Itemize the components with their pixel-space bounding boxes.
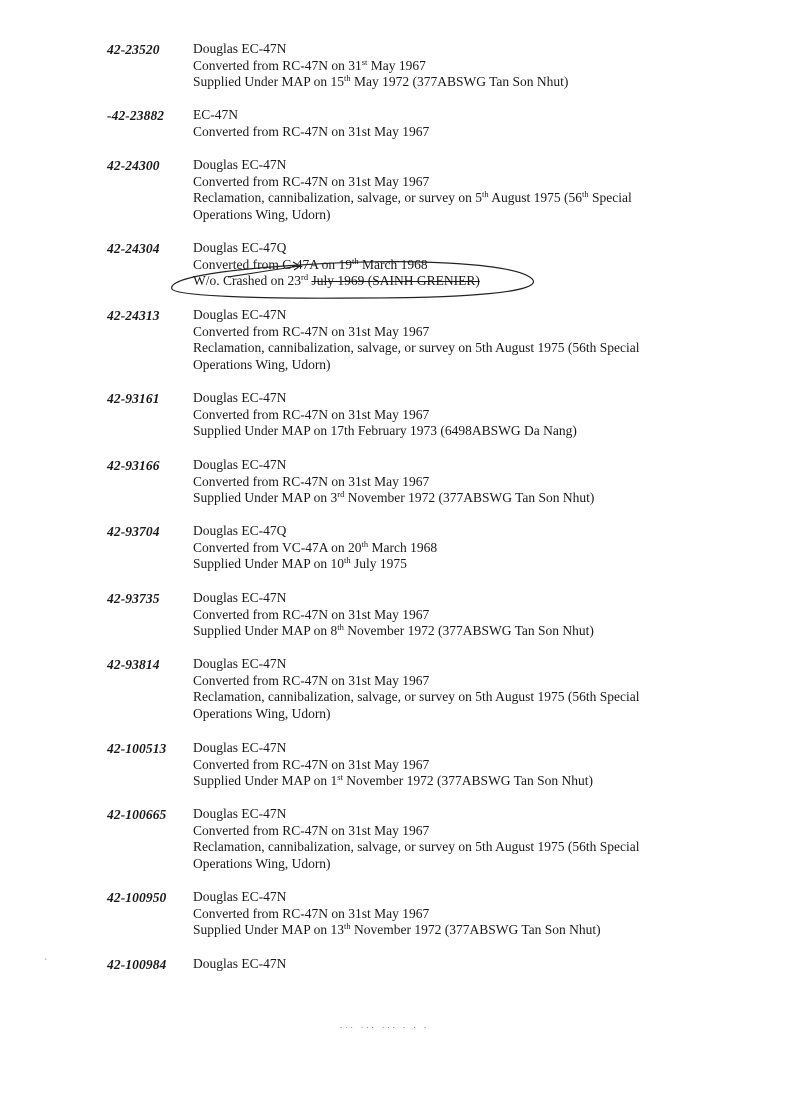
aircraft-type: Douglas EC-47N [193,307,287,322]
aircraft-type: Douglas EC-47N [193,41,287,56]
record-details [193,523,693,573]
aircraft-type: Douglas EC-47N [193,740,287,755]
serial-number: 42-93161 [107,391,160,406]
history-line: Reclamation, cannibalization, salvage, or survey on 5th August 1975 (56th Special [193,839,640,855]
history-line: Operations Wing, Udorn) [193,705,331,721]
ordinal-suffix: th [344,73,351,84]
aircraft-type: Douglas EC-47Q [193,240,287,255]
serial-number: 42-93166 [107,458,160,473]
history-line: Converted from VC-47A on 20th March 1968 [193,538,438,555]
record-details [193,240,693,290]
ordinal-suffix: st [337,772,343,783]
serial-number: -42-23882 [107,108,165,123]
aircraft-type: Douglas EC-47N [193,806,287,821]
history-line: Converted from RC-47N on 31st May 1967 [193,905,430,921]
history-line: Supplied Under MAP on 1st November 1972 (377ABSWG Tan Son Nhut) [193,772,593,789]
history-line: Converted from RC-47N on 31st May 1967 [193,323,430,339]
record-details [193,107,693,140]
ordinal-suffix: th [482,189,489,200]
history-line: W/o. Crashed on 23rd July 1969 (SAINH GRENIER) [193,272,480,289]
history-line: Converted from RC-47N on 31st May 1967 [193,56,426,73]
ordinal-suffix: th [361,538,369,549]
struck-through-text: July 1969 (SAINH GRENIER) [311,273,480,289]
aircraft-type: Douglas EC-47N [193,956,287,971]
record-details [193,157,693,223]
serial-number: 42-23520 [107,42,160,57]
aircraft-type: Douglas EC-47N [193,390,287,405]
history-line: Operations Wing, Udorn) [193,855,331,871]
history-line: Supplied Under MAP on 8th November 1972 (377ABSWG Tan Son Nhut) [193,622,594,639]
record-details [193,590,693,640]
history-line: Supplied Under MAP on 17th February 1973 (6498ABSWG Da Nang) [193,423,577,439]
scan-speck: ` [44,958,48,969]
ordinal-suffix: rd [337,489,345,500]
history-line: Converted from RC-47N on 31st May 1967 [193,756,430,772]
serial-number: 42-100513 [107,741,167,756]
serial-number: 42-24313 [107,308,160,323]
serial-number: 42-93814 [107,657,160,672]
record-details [193,740,693,790]
history-line: Supplied Under MAP on 15th May 1972 (377ABSWG Tan Son Nhut) [193,73,569,90]
aircraft-type: Douglas EC-47N [193,590,287,605]
serial-number: 42-93704 [107,524,160,539]
record-details [193,457,693,507]
ordinal-suffix: th [582,189,589,200]
aircraft-type: Douglas EC-47N [193,656,287,671]
history-line: Operations Wing, Udorn) [193,206,331,222]
serial-number: 42-93735 [107,591,160,606]
serial-number: 42-100665 [107,807,167,822]
aircraft-type: Douglas EC-47N [193,157,287,172]
history-line: Converted from C-47A on 19th March 1968 [193,255,428,272]
history-line: Reclamation, cannibalization, salvage, or survey on 5th August 1975 (56th Special [193,689,640,705]
ordinal-suffix: st [361,56,368,67]
history-line: Converted from RC-47N on 31st May 1967 [193,123,430,139]
history-line: Converted from RC-47N on 31st May 1967 [193,406,430,422]
history-line: Supplied Under MAP on 13th November 1972 (377ABSWG Tan Son Nhut) [193,921,601,938]
aircraft-type: Douglas EC-47Q [193,523,287,538]
history-line: Supplied Under MAP on 10th July 1975 [193,555,407,572]
ordinal-suffix: rd [300,272,309,283]
history-line: Converted from RC-47N on 31st May 1967 [193,822,430,838]
history-line: Operations Wing, Udorn) [193,356,331,372]
record-details [193,956,693,973]
aircraft-type: Douglas EC-47N [193,889,287,904]
serial-number: 42-24300 [107,158,160,173]
history-line: Supplied Under MAP on 3rd November 1972 (377ABSWG Tan Son Nhut) [193,489,595,506]
record-details [193,656,693,722]
serial-number: 42-100984 [107,957,167,972]
ordinal-suffix: th [344,921,351,932]
page-footer: ... ... ... . . . [340,1020,430,1030]
aircraft-type: EC-47N [193,107,238,122]
history-line: Reclamation, cannibalization, salvage, or survey on 5th August 1975 (56th Special [193,340,640,356]
history-line: Converted from RC-47N on 31st May 1967 [193,173,430,189]
ordinal-suffix: th [344,555,351,566]
record-details [193,307,693,373]
history-line: Converted from RC-47N on 31st May 1967 [193,473,430,489]
history-line: Reclamation, cannibalization, salvage, or survey on 5th August 1975 (56th Special [193,189,632,206]
serial-number: 42-100950 [107,890,167,905]
ordinal-suffix: th [337,622,344,633]
record-details [193,889,693,939]
record-details [193,41,693,91]
record-details [193,806,693,872]
history-line: Converted from RC-47N on 31st May 1967 [193,606,430,622]
aircraft-type: Douglas EC-47N [193,457,287,472]
record-details [193,390,693,440]
serial-number: 42-24304 [107,241,160,256]
ordinal-suffix: th [351,255,359,266]
history-line: Converted from RC-47N on 31st May 1967 [193,672,430,688]
